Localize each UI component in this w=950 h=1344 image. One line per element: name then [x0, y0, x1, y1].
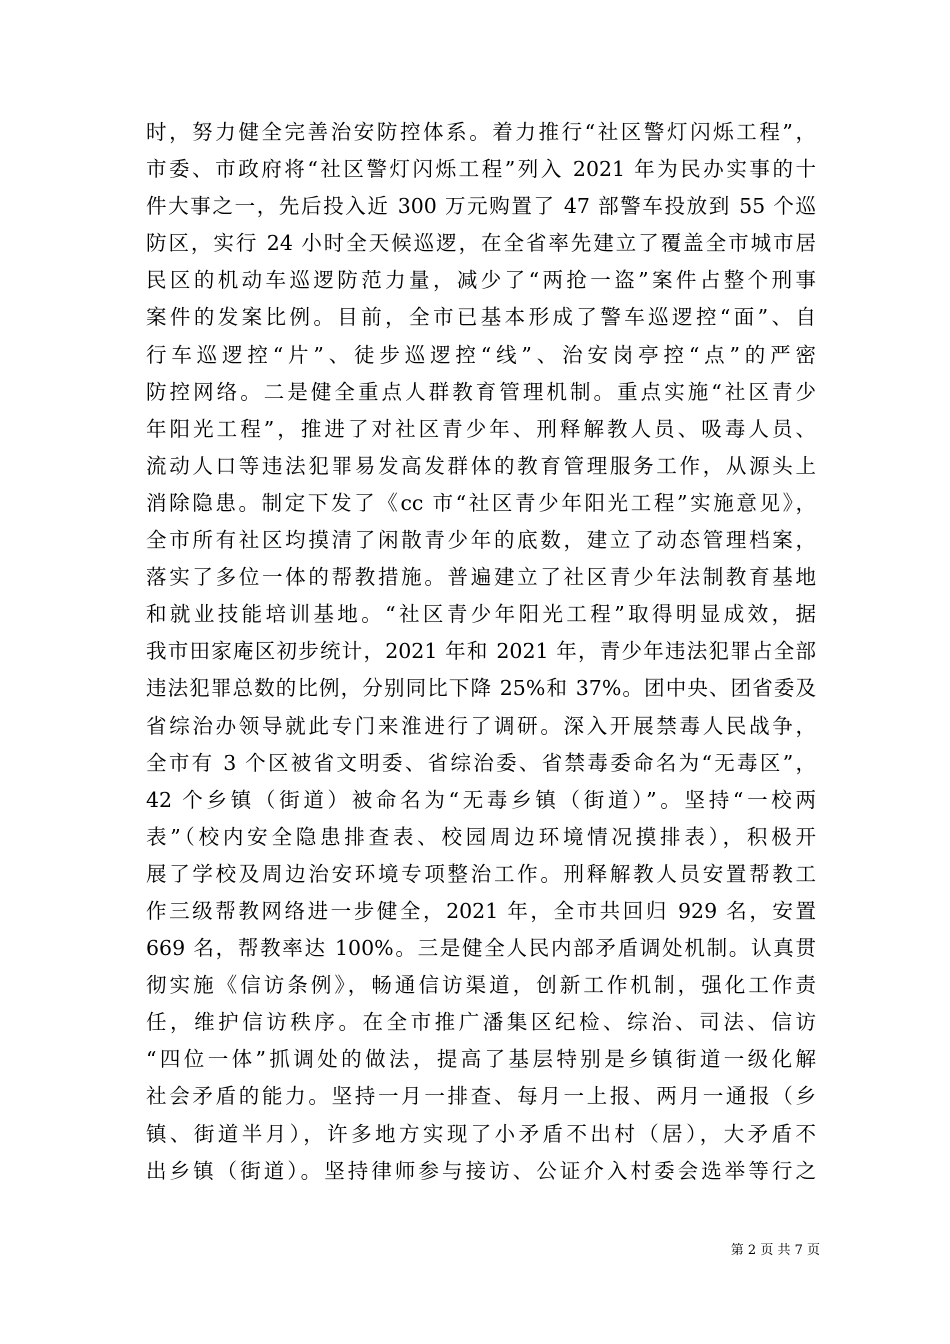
text-line: 42 个乡镇（街道）被命名为“无毒乡镇（街道）”。坚持“一校两 — [146, 787, 816, 812]
text-line: 市委、市政府将“社区警灯闪烁工程”列入 2021 年为民办实事的十 — [146, 157, 816, 182]
text-line: 落实了多位一体的帮教措施。普遍建立了社区青少年法制教育基地 — [146, 565, 816, 590]
text-line: 全市有 3 个区被省文明委、省综治委、省禁毒委命名为“无毒区”， — [146, 750, 816, 775]
text-line: 行车巡逻控“片”、徒步巡逻控“线”、治安岗亭控“点”的严密 — [146, 342, 816, 367]
text-line: 件大事之一，先后投入近 300 万元购置了 47 部警车投放到 55 个巡 — [146, 194, 816, 219]
text-line: 669 名，帮教率达 100%。三是健全人民内部矛盾调处机制。认真贯 — [146, 936, 816, 961]
body-text — [146, 114, 816, 1190]
text-line: 全市所有社区均摸清了闲散青少年的底数，建立了动态管理档案， — [146, 528, 816, 553]
text-line: 年阳光工程”，推进了对社区青少年、刑释解教人员、吸毒人员、 — [146, 416, 816, 441]
text-line: 防区，实行 24 小时全天候巡逻，在全省率先建立了覆盖全市城市居 — [146, 231, 816, 256]
text-line: “四位一体”抓调处的做法，提高了基层特别是乡镇街道一级化解 — [146, 1047, 816, 1072]
text-line: 案件的发案比例。目前，全市已基本形成了警车巡逻控“面”、自 — [146, 305, 816, 330]
text-line: 民区的机动车巡逻防范力量，减少了“两抢一盗”案件占整个刑事 — [146, 268, 816, 293]
text-line: 我市田家庵区初步统计，2021 年和 2021 年，青少年违法犯罪占全部 — [146, 639, 816, 664]
text-line: 出乡镇（街道）。坚持律师参与接访、公证介入村委会选举等行之 — [146, 1158, 816, 1183]
page-number-footer: 第 2 页 共 7 页 — [730, 1243, 820, 1258]
text-line: 表”（校内安全隐患排查表、校园周边环境情况摸排表），积极开 — [146, 824, 816, 849]
text-line: 流动人口等违法犯罪易发高发群体的教育管理服务工作，从源头上 — [146, 453, 816, 478]
text-line: 省综治办领导就此专门来淮进行了调研。深入开展禁毒人民战争， — [146, 713, 816, 738]
text-line: 时，努力健全完善治安防控体系。着力推行“社区警灯闪烁工程”， — [146, 120, 816, 144]
text-line: 防控网络。二是健全重点人群教育管理机制。重点实施“社区青少 — [146, 379, 816, 404]
text-line: 消除隐患。制定下发了《cc 市“社区青少年阳光工程”实施意见》， — [146, 490, 816, 515]
text-line: 展了学校及周边治安环境专项整治工作。刑释解教人员安置帮教工 — [146, 861, 816, 886]
text-line: 任，维护信访秩序。在全市推广潘集区纪检、综治、司法、信访 — [146, 1010, 816, 1035]
text-line: 社会矛盾的能力。坚持一月一排查、每月一上报、两月一通报（乡 — [146, 1084, 816, 1109]
text-line: 彻实施《信访条例》，畅通信访渠道，创新工作机制，强化工作责 — [146, 973, 816, 998]
text-line: 和就业技能培训基地。“社区青少年阳光工程”取得明显成效，据 — [146, 602, 816, 627]
text-line: 作三级帮教网络进一步健全，2021 年，全市共回归 929 名，安置 — [146, 898, 816, 923]
text-line: 镇、街道半月），许多地方实现了小矛盾不出村（居），大矛盾不 — [146, 1121, 816, 1146]
text-line: 违法犯罪总数的比例，分别同比下降 25%和 37%。团中央、团省委及 — [146, 676, 816, 701]
